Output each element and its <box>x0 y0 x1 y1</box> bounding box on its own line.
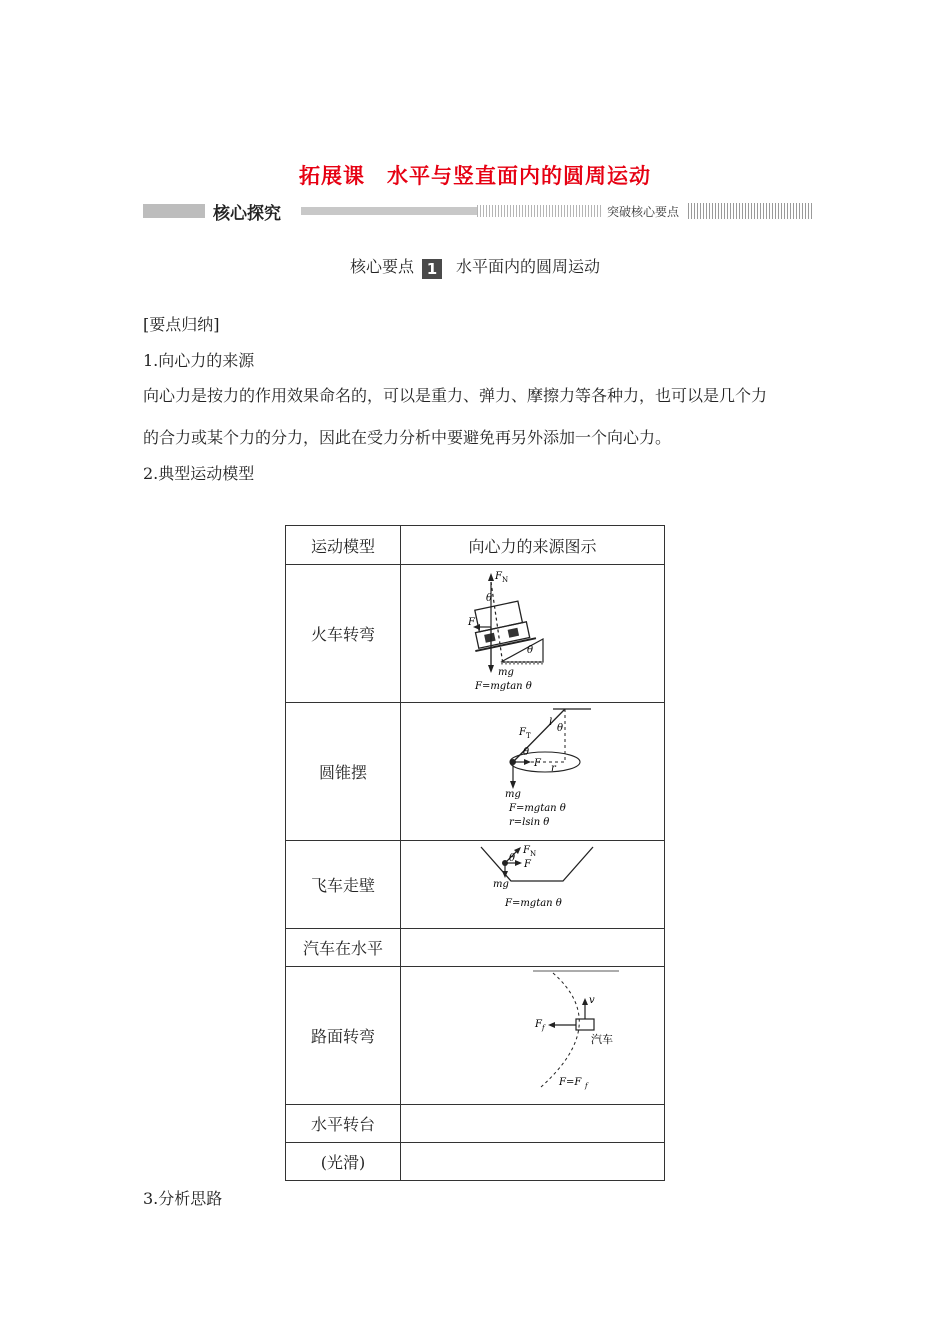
label-theta-mid: θ <box>522 746 529 758</box>
model-name: 飞车走壁 <box>286 841 401 929</box>
table-row <box>286 967 665 1105</box>
label-ff: F <box>534 1018 542 1030</box>
label-mg: mg <box>492 878 509 890</box>
formula-1: F=mgtan θ <box>508 802 566 814</box>
banner-label: 核心探究 <box>213 204 281 224</box>
section-title: 水平面内的圆周运动 <box>456 257 601 276</box>
formula: F=F <box>558 1076 581 1088</box>
label-fn-sub: N <box>529 849 536 858</box>
diagram-cell-empty <box>401 1143 665 1181</box>
point2-heading: 2.典型运动模型 <box>143 464 255 483</box>
page-title: 拓展课 水平与竖直面内的圆周运动 <box>299 164 651 188</box>
label-theta-bottom: θ <box>526 644 533 656</box>
label-fn: F <box>522 844 530 856</box>
diagram-cell-empty <box>401 1105 665 1143</box>
label-f: F <box>523 858 531 870</box>
table-header-row <box>286 526 665 565</box>
diagram-cell <box>401 967 665 1105</box>
model-name: 汽车在水平 <box>286 929 401 967</box>
model-name: 圆锥摆 <box>286 703 401 841</box>
label-theta: θ <box>508 852 515 864</box>
formula: F=mgtan θ <box>504 897 562 909</box>
diagram-cell-empty <box>401 929 665 967</box>
motion-models-table <box>285 525 665 1181</box>
wall-riding-diagram <box>443 843 623 927</box>
label-fn: F <box>494 570 502 582</box>
diagram-cell <box>401 841 665 929</box>
banner-stripes-left <box>477 205 603 217</box>
model-name: 水平转台 <box>286 1105 401 1143</box>
table-row <box>286 929 665 967</box>
label-v: v <box>588 994 595 1006</box>
label-ff-sub: f <box>541 1023 545 1032</box>
point1-text-line2: 的合力或某个力的分力，因此在受力分析中要避免再另外添加一个向心力。 <box>143 428 672 447</box>
table-row <box>286 703 665 841</box>
header-diagram: 向心力的来源图示 <box>401 526 665 565</box>
formula-sub: f <box>584 1081 588 1090</box>
formula-2: r=lsin θ <box>508 816 549 828</box>
table-row <box>286 1105 665 1143</box>
label-mg: mg <box>497 666 514 678</box>
summary-label: [要点归纳] <box>143 315 220 334</box>
section-number-badge: 1 <box>422 259 442 279</box>
banner-bar-middle <box>301 207 477 215</box>
banner-bar-left <box>143 204 205 218</box>
label-f: F <box>533 757 541 769</box>
section-heading <box>0 254 950 279</box>
point1-heading: 1.向心力的来源 <box>143 351 255 370</box>
diagram-cell <box>401 703 665 841</box>
table-row <box>286 1143 665 1181</box>
model-name: 路面转弯 <box>286 967 401 1105</box>
point1-text-line1: 向心力是按力的作用效果命名的，可以是重力、弹力、摩擦力等各种力，也可以是几个力 <box>143 386 768 405</box>
table-row <box>286 841 665 929</box>
diagram-cell <box>401 565 665 703</box>
section-prefix: 核心要点 <box>349 257 414 276</box>
label-theta-top: θ <box>485 592 492 604</box>
point3-heading: 3.分析思路 <box>143 1189 223 1208</box>
label-ft: F <box>518 726 526 738</box>
train-turning-diagram <box>443 567 623 701</box>
label-car: 汽车 <box>590 1032 613 1046</box>
label-fn-sub: N <box>501 575 508 584</box>
model-name: (光滑) <box>286 1143 401 1181</box>
formula: F=mgtan θ <box>474 680 532 692</box>
model-name: 火车转弯 <box>286 565 401 703</box>
label-mg: mg <box>504 788 521 800</box>
conical-pendulum-diagram <box>443 705 623 839</box>
table-row <box>286 565 665 703</box>
banner-stripes-right <box>688 203 813 219</box>
label-ft-sub: T <box>525 731 531 740</box>
section-banner <box>143 200 813 222</box>
label-r: r <box>550 762 556 774</box>
header-model: 运动模型 <box>286 526 401 565</box>
label-f: F <box>467 616 475 628</box>
car-turning-diagram <box>443 969 623 1103</box>
banner-right-label: 突破核心要点 <box>607 205 680 219</box>
label-theta-top: θ <box>556 722 563 734</box>
label-l: l <box>548 716 552 728</box>
